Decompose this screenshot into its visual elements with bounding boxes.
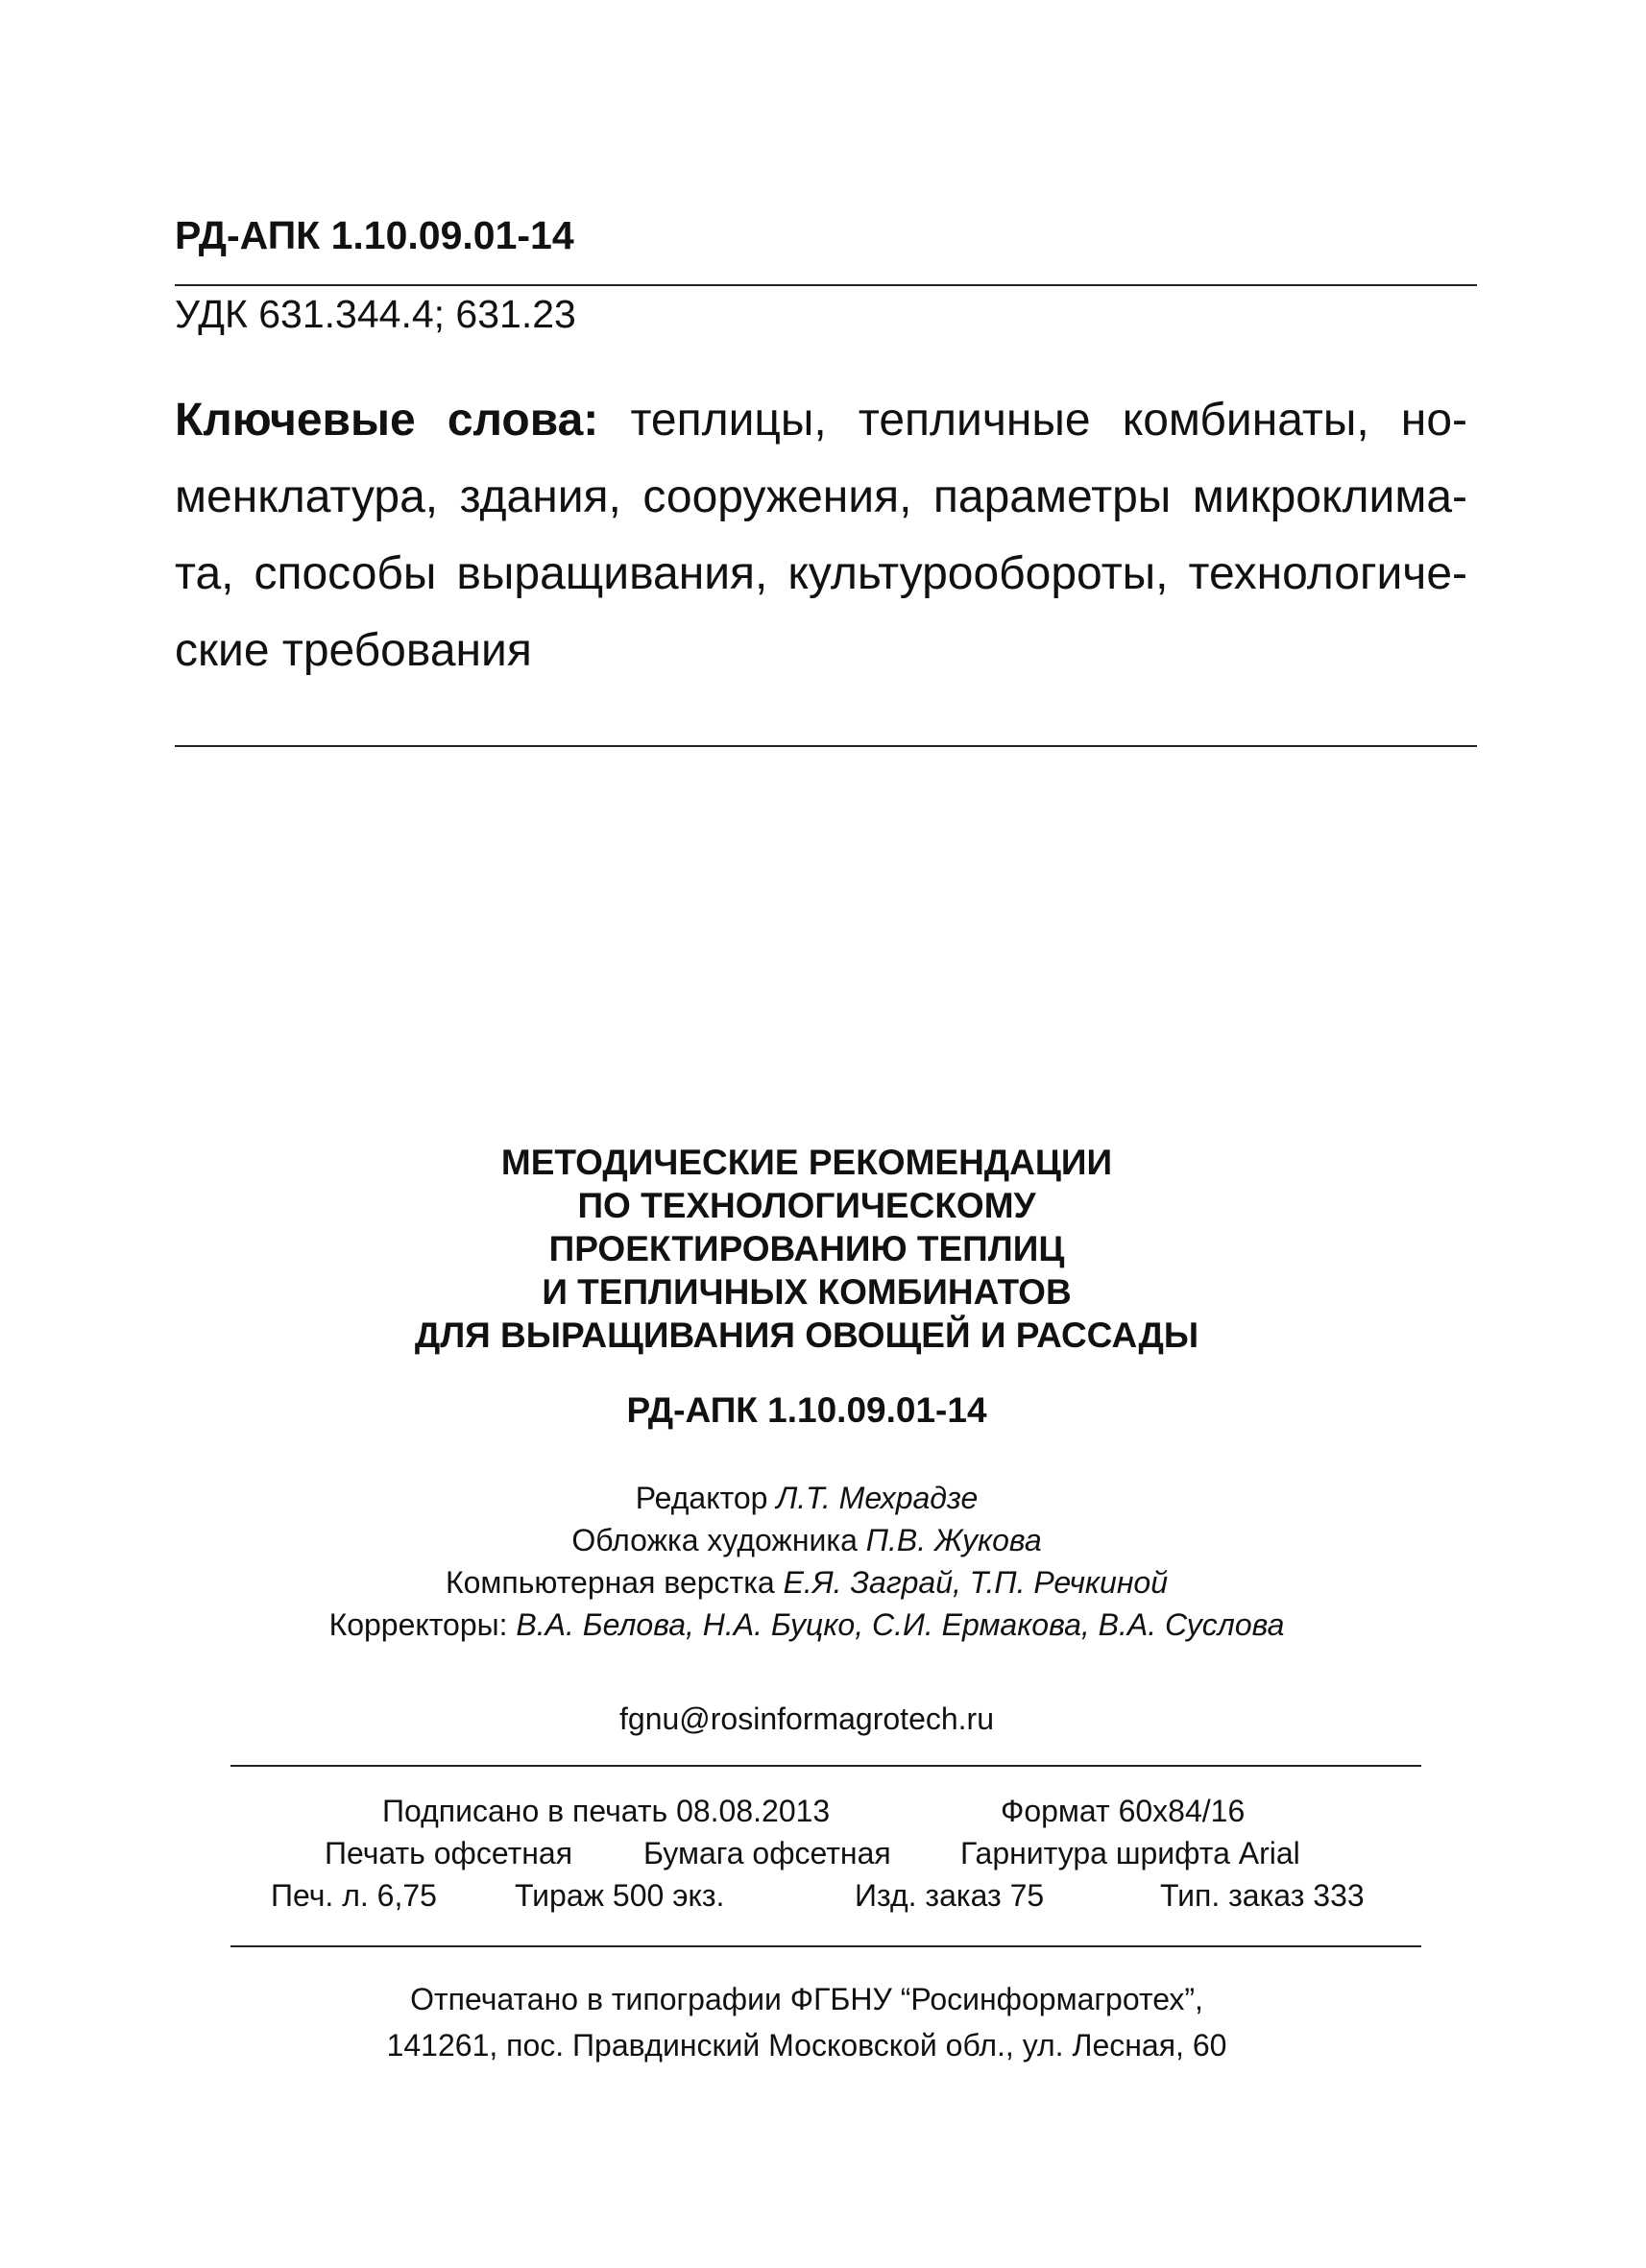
paper-format: Формат 60x84/16 <box>1001 1794 1246 1828</box>
printer-address: 141261, пос. Правдинский Московской обл., ул. Лесная, 60 <box>386 2028 1227 2063</box>
title-line: И ТЕПЛИЧНЫХ КОМБИНАТОВ <box>542 1272 1072 1312</box>
title-line: МЕТОДИЧЕСКИЕ РЕКОМЕНДАЦИИ <box>500 1143 1113 1182</box>
keywords-line: та, способы выращивания, культурообороты, технологиче- <box>175 548 1467 599</box>
credit-editor: Редактор Л.Т. Мехрадзе <box>635 1481 979 1515</box>
printed-sheets: Печ. л. 6,75 <box>271 1878 437 1913</box>
print-run: Тираж 500 экз. <box>515 1878 725 1913</box>
title-line: ПО ТЕХНОЛОГИЧЕСКОМУ <box>577 1186 1036 1225</box>
credit-layout: Компьютерная верстка Е.Я. Заграй, Т.П. Речкиной <box>445 1565 1169 1600</box>
keywords-label: Ключевые слова: <box>175 395 599 446</box>
printer-info <box>240 1976 1373 2068</box>
keywords-rule <box>175 745 1477 747</box>
document-code: РД-АПК 1.10.09.01-14 <box>175 213 574 257</box>
printing-order: Тип. заказ 333 <box>1160 1878 1365 1913</box>
printer-name: Отпечатано в типографии ФГБНУ “Росинформагротех”, <box>410 1982 1203 2016</box>
credit-proofreaders: Корректоры: В.А. Белова, Н.А. Буцко, С.И. Ермакова, В.А. Суслова <box>328 1607 1285 1642</box>
title-document-code: РД-АПК 1.10.09.01-14 <box>626 1390 987 1430</box>
imprint-bottom-rule <box>230 1945 1421 1947</box>
keywords-block <box>175 382 1467 689</box>
print-type: Печать офсетная <box>325 1836 573 1870</box>
typeface: Гарнитура шрифта Arial <box>960 1836 1300 1870</box>
credits-block <box>240 1477 1373 1646</box>
title-line: ПРОЕКТИРОВАНИЮ ТЕПЛИЦ <box>548 1229 1065 1268</box>
header-rule <box>175 284 1477 286</box>
imprint-top-rule <box>230 1765 1421 1767</box>
signed-date: Подписано в печать 08.08.2013 <box>382 1794 831 1828</box>
contact-email: fgnu@rosinformagrotech.ru <box>619 1701 994 1736</box>
publisher-order: Изд. заказ 75 <box>855 1878 1045 1913</box>
title-line: ДЛЯ ВЫРАЩИВАНИЯ ОВОЩЕЙ И РАССАДЫ <box>414 1315 1199 1355</box>
keywords-line: ские требования <box>175 625 532 676</box>
credit-cover-artist: Обложка художника П.В. Жукова <box>571 1523 1042 1557</box>
udk-code: УДК 631.344.4; 631.23 <box>175 292 576 336</box>
paper-type: Бумага офсетная <box>643 1836 891 1870</box>
keywords-line: менклатура, здания, сооружения, параметры микроклима- <box>175 471 1467 522</box>
document-title <box>317 1141 1296 1357</box>
keywords-line: Ключевые слова: теплицы, тепличные комбинаты, но- <box>175 395 1467 446</box>
